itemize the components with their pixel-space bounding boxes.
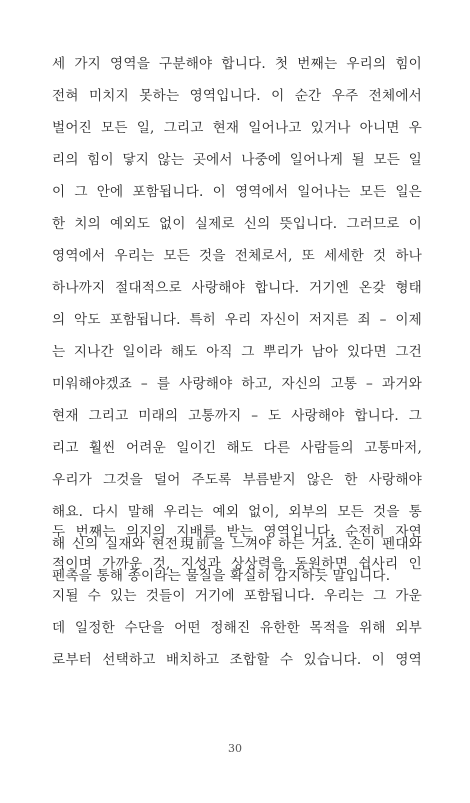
page-number: 30 (228, 742, 242, 755)
text-line: 는 지나간 일이라 해도 아직 그 뿌리가 남아 있다면 그건 (52, 344, 422, 360)
text-line: 벌어진 모든 일, 그리고 현재 일어나고 있거나 아니면 우 (52, 120, 422, 136)
text-line: 이 그 안에 포함됩니다. 이 영역에서 일어나는 모든 일은 (52, 184, 422, 200)
text-line: 리고 훨씬 어려운 일이긴 해도 다른 사람들의 고통마저, (52, 440, 422, 456)
text-line: 적이며 가까운 것, 지성과 상상력을 동원하면 쉽사리 인 (52, 556, 422, 572)
text-line: 하나까지 절대적으로 사랑해야 합니다. 거기엔 온갖 형태 (52, 280, 422, 296)
paragraph-1 (52, 48, 422, 592)
text-line: 리의 힘이 닿지 않는 곳에서 나중에 일어나게 될 모든 일 (52, 152, 422, 168)
text-line: 우리가 그것을 덜어 주도록 부름받지 않은 한 사랑해야 (52, 472, 422, 488)
paragraph-2 (52, 516, 422, 676)
text-line: 지될 수 있는 것들이 거기에 포함됩니다. 우리는 그 가운 (52, 588, 422, 604)
text-line: 한 치의 예외도 없이 실제로 신의 뜻입니다. 그러므로 이 (52, 216, 422, 232)
text-line: 두 번째는 의지의 지배를 받는 영역입니다. 순전히 자연 (52, 524, 422, 540)
text-line: 세 가지 영역을 구분해야 합니다. 첫 번째는 우리의 힘이 (52, 56, 422, 72)
text-line: 데 일정한 수단을 어떤 정해진 유한한 목적을 위해 외부 (52, 620, 422, 636)
text-line: 펜촉을 통해 종이라는 물질을 확실히 감지하듯 말입니다. (52, 568, 391, 584)
text-line: 전혀 미치지 못하는 영역입니다. 이 순간 우주 전체에서 (52, 88, 422, 104)
text-line: 로부터 선택하고 배치하고 조합할 수 있습니다. 이 영역 (52, 652, 422, 668)
text-line: 현재 그리고 미래의 고통까지 – 도 사랑해야 합니다. 그 (52, 408, 422, 424)
text-line: 영역에서 우리는 모든 것을 전체로서, 또 세세한 것 하나 (52, 248, 422, 264)
text-line: 의 악도 포함됩니다. 특히 우리 자신이 저지른 죄 – 이제 (52, 312, 422, 328)
text-line: 해 신의 실재와 현전現前을 느껴야 하는 거죠. 손이 펜대와 (52, 536, 422, 552)
text-line: 해요. 다시 말해 우리는 예외 없이, 외부의 모든 것을 통 (52, 504, 422, 520)
text-line: 미워해야겠죠 – 를 사랑해야 하고, 자신의 고통 – 과거와 (52, 376, 422, 392)
